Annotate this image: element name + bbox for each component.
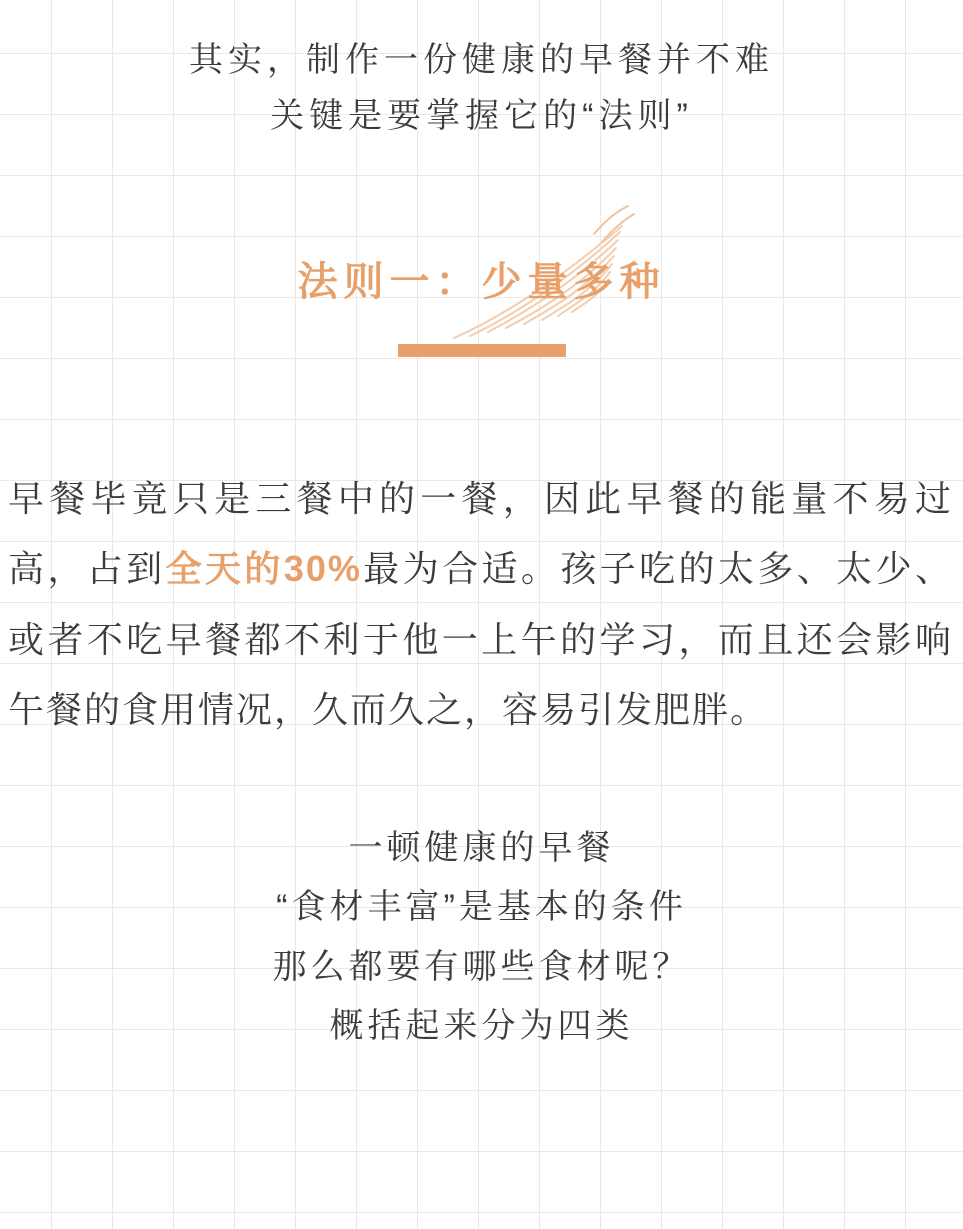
closing-line-1: 一顿健康的早餐 <box>348 828 615 867</box>
intro-line-2: 关键是要掌握它的“法则” <box>270 97 693 136</box>
intro-section <box>0 0 963 144</box>
rule-underline <box>398 344 566 357</box>
closing-line-2: “食材丰富”是基本的条件 <box>276 888 687 927</box>
body-text-part-2: 最为合适。孩子吃的太多、太少、或者不吃早餐都不利于他一上午的学习，而且还会影响午餐的食用情况，久而久之，容易引发肥胖。 <box>8 548 953 730</box>
closing-line-4: 概括起来分为四类 <box>329 1007 634 1046</box>
intro-line-1: 其实，制作一份健康的早餐并不难 <box>189 41 774 79</box>
rule-heading-section <box>0 236 963 396</box>
closing-line-3: 那么都要有哪些食材呢？ <box>272 947 691 986</box>
body-highlight: 全天的30% <box>165 548 362 590</box>
body-text-part-1: 早餐毕竟只是三餐中的一餐，因此早餐的能量不易过高，占到 <box>8 478 953 590</box>
closing-section <box>0 819 963 1057</box>
body-paragraph <box>0 464 963 745</box>
rule-title: 法则一：少量多种 <box>297 260 666 305</box>
